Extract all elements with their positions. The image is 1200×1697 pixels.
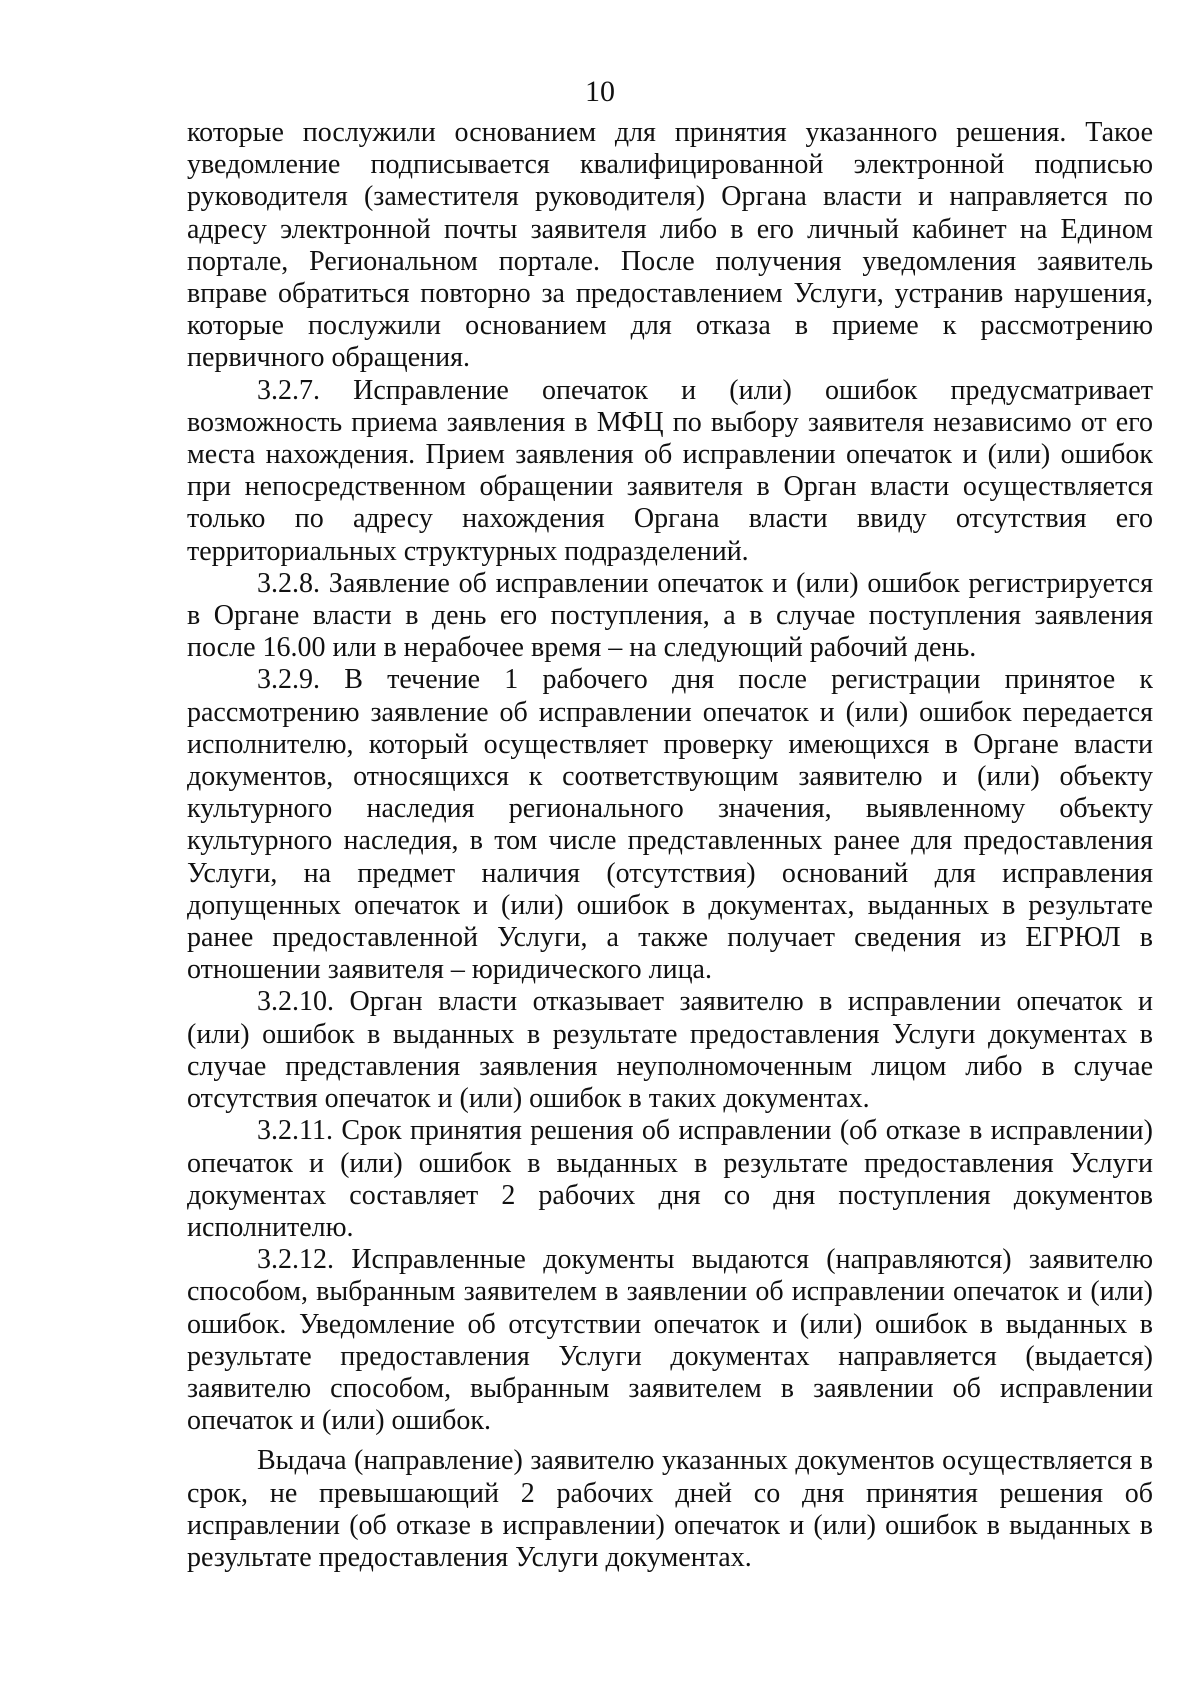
document-body: [187, 117, 1153, 1574]
paragraph-3-2-8: 3.2.8. Заявление об исправлении опечаток и (или) ошибок регистрируется в Органе власти в день его поступления, а в случае поступления заявления после 16.00 или в нерабочее время – на следующий рабочий день.: [187, 567, 1153, 664]
paragraph-issuance: Выдача (направление) заявителю указанных документов осуществляется в срок, не превышающий 2 рабочих дней со дня принятия решения об исправлении (об отказе в исправлении) опечаток и (или) ошибок в выданных в результате предоставления Услуги документах.: [187, 1445, 1153, 1573]
paragraph-3-2-11: 3.2.11. Срок принятия решения об исправлении (об отказе в исправлении) опечаток и (или) ошибок в выданных в результате предоставления Услуги документах составляет 2 рабочих дня со дня поступления документов исполнителю.: [187, 1115, 1153, 1243]
paragraph-3-2-9: 3.2.9. В течение 1 рабочего дня после регистрации принятое к рассмотрению заявление об исправлении опечаток и (или) ошибок передается исполнителю, который осуществляет проверку имеющихся в Органе власти документов, относящихся к соответствующим заявителю и (или) объекту культурного наследия регионального значения, выявленному объекту культурного наследия, в том числе представленных ранее для предоставления Услуги, на предмет наличия (отсутствия) оснований для исправления допущенных опечаток и (или) ошибок в документах, выданных в результате ранее предоставленной Услуги, а также получает сведения из ЕГРЮЛ в отношении заявителя – юридического лица.: [187, 664, 1153, 986]
paragraph-continuation: которые послужили основанием для принятия указанного решения. Такое уведомление подписывается квалифицированной электронной подписью руководителя (заместителя руководителя) Органа власти и направляется по адресу электронной почты заявителя либо в его личный кабинет на Едином портале, Региональном портале. После получения уведомления заявитель вправе обратиться повторно за предоставлением Услуги, устранив нарушения, которые послужили основанием для отказа в приеме к рассмотрению первичного обращения.: [187, 117, 1153, 374]
paragraph-3-2-7: 3.2.7. Исправление опечаток и (или) ошибок предусматривает возможность приема заявления в МФЦ по выбору заявителя независимо от его места нахождения. Прием заявления об исправлении опечаток и (или) ошибок при непосредственном обращении заявителя в Орган власти осуществляется только по адресу нахождения Органа власти ввиду отсутствия его территориальных структурных подразделений.: [187, 374, 1153, 567]
paragraph-3-2-10: 3.2.10. Орган власти отказывает заявителю в исправлении опечаток и (или) ошибок в выданных в результате предоставления Услуги документах в случае представления заявления неуполномоченным лицом либо в случае отсутствия опечаток и (или) ошибок в таких документах.: [187, 986, 1153, 1115]
page-number: 10: [585, 75, 615, 108]
paragraph-3-2-12: 3.2.12. Исправленные документы выдаются (направляются) заявителю способом, выбранным заявителем в заявлении об исправлении опечаток и (или) ошибок. Уведомление об отсутствии опечаток и (или) ошибок в выданных в результате предоставления Услуги документах направляется (выдается) заявителю способом, выбранным заявителем в заявлении об исправлении опечаток и (или) ошибок.: [187, 1244, 1153, 1437]
